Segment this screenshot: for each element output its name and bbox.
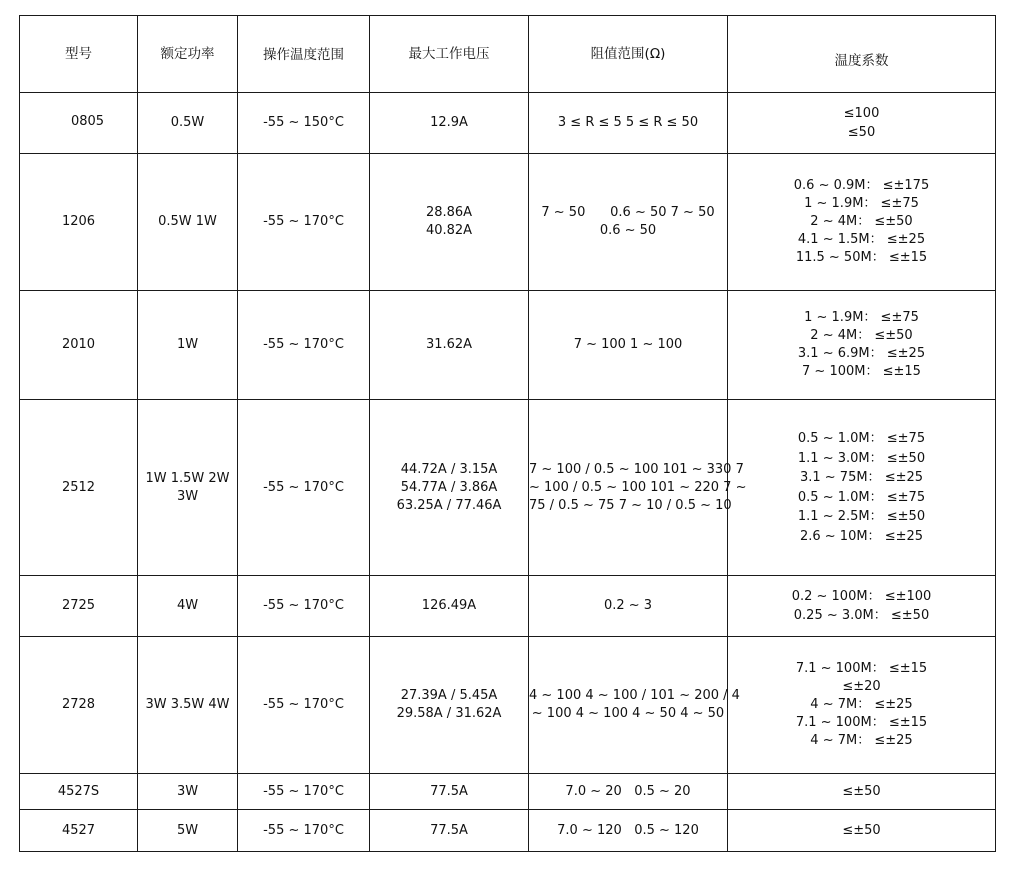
cell-temp: -55 ~ 170°C: [238, 154, 370, 291]
table-row: [20, 637, 996, 774]
header-row: [20, 16, 996, 93]
cell-temp: -55 ~ 170°C: [238, 400, 370, 576]
cell-model: 1206: [20, 154, 138, 291]
table-row: [20, 774, 996, 810]
header-operating-temp: 操作温度范围: [238, 16, 370, 93]
cell-resistance: 4 ~ 100 4 ~ 100 / 101 ~ 200 / 4 ~ 100 4 ~ 100 4 ~ 50 4 ~ 50: [529, 637, 728, 774]
header-rated-power: 额定功率: [138, 16, 238, 93]
cell-power: 3W: [138, 774, 238, 810]
cell-tcr: 1 ~ 1.9M： ≤±75 2 ~ 4M： ≤±50 3.1 ~ 6.9M： ≤±25 7 ~ 100M： ≤±15: [728, 291, 996, 400]
cell-power: 0.5W 1W: [138, 154, 238, 291]
cell-model: 2725: [20, 576, 138, 637]
cell-model: 0805: [20, 93, 138, 154]
header-max-voltage: 最大工作电压: [370, 16, 529, 93]
table-row: [20, 291, 996, 400]
table-row: [20, 93, 996, 154]
table-row: [20, 400, 996, 576]
cell-tcr: 0.2 ~ 100M： ≤±100 0.25 ~ 3.0M： ≤±50: [728, 576, 996, 637]
cell-temp: -55 ~ 170°C: [238, 576, 370, 637]
cell-model: 2728: [20, 637, 138, 774]
table-row: [20, 576, 996, 637]
cell-tcr: 7.1 ~ 100M： ≤±15 ≤±20 4 ~ 7M： ≤±25 7.1 ~ 100M： ≤±15 4 ~ 7M： ≤±25: [728, 637, 996, 774]
cell-power: 5W: [138, 810, 238, 852]
cell-resistance: 3 ≤ R ≤ 5 5 ≤ R ≤ 50: [529, 93, 728, 154]
cell-resistance: 7 ~ 100 1 ~ 100: [529, 291, 728, 400]
cell-tcr: ≤±50: [728, 774, 996, 810]
cell-tcr: 0.5 ~ 1.0M： ≤±75 1.1 ~ 3.0M： ≤±50 3.1 ~ 75M： ≤±25 0.5 ~ 1.0M： ≤±75 1.1 ~ 2.5M： ≤±50 2.6 ~ 10M： ≤±25: [728, 400, 996, 576]
cell-power: 0.5W: [138, 93, 238, 154]
cell-tcr: ≤100 ≤50: [728, 93, 996, 154]
cell-power: 3W 3.5W 4W: [138, 637, 238, 774]
cell-resistance: 7.0 ~ 120 0.5 ~ 120: [529, 810, 728, 852]
cell-voltage: 77.5A: [370, 774, 529, 810]
cell-voltage: 12.9A: [370, 93, 529, 154]
cell-voltage: 77.5A: [370, 810, 529, 852]
header-tcr: 温度系数: [728, 16, 996, 93]
cell-temp: -55 ~ 170°C: [238, 774, 370, 810]
cell-power: 4W: [138, 576, 238, 637]
cell-temp: -55 ~ 170°C: [238, 637, 370, 774]
cell-tcr: 0.6 ~ 0.9M： ≤±175 1 ~ 1.9M： ≤±75 2 ~ 4M： ≤±50 4.1 ~ 1.5M： ≤±25 11.5 ~ 50M： ≤±15: [728, 154, 996, 291]
cell-voltage: 126.49A: [370, 576, 529, 637]
cell-model: 4527: [20, 810, 138, 852]
table-row: [20, 810, 996, 852]
cell-model: 2512: [20, 400, 138, 576]
cell-resistance: 7 ~ 50 0.6 ~ 50 7 ~ 50 0.6 ~ 50: [529, 154, 728, 291]
cell-voltage: 31.62A: [370, 291, 529, 400]
cell-tcr: ≤±50: [728, 810, 996, 852]
cell-resistance: 7.0 ~ 20 0.5 ~ 20: [529, 774, 728, 810]
header-resistance-range: 阻值范围(Ω): [529, 16, 728, 93]
cell-voltage: 44.72A / 3.15A 54.77A / 3.86A 63.25A / 77.46A: [370, 400, 529, 576]
table-row: [20, 154, 996, 291]
header-model: 型号: [20, 16, 138, 93]
cell-power: 1W: [138, 291, 238, 400]
cell-voltage: 28.86A 40.82A: [370, 154, 529, 291]
cell-power: 1W 1.5W 2W 3W: [138, 400, 238, 576]
cell-temp: -55 ~ 150°C: [238, 93, 370, 154]
cell-temp: -55 ~ 170°C: [238, 810, 370, 852]
cell-resistance: 7 ~ 100 / 0.5 ~ 100 101 ~ 330 7 ~ 100 / 0.5 ~ 100 101 ~ 220 7 ~ 75 / 0.5 ~ 75 7 ~ 10 / 0.5 ~ 10: [529, 400, 728, 576]
cell-resistance: 0.2 ~ 3: [529, 576, 728, 637]
cell-temp: -55 ~ 170°C: [238, 291, 370, 400]
spec-table: [19, 15, 996, 852]
cell-model: 4527S: [20, 774, 138, 810]
cell-model: 2010: [20, 291, 138, 400]
cell-voltage: 27.39A / 5.45A 29.58A / 31.62A: [370, 637, 529, 774]
